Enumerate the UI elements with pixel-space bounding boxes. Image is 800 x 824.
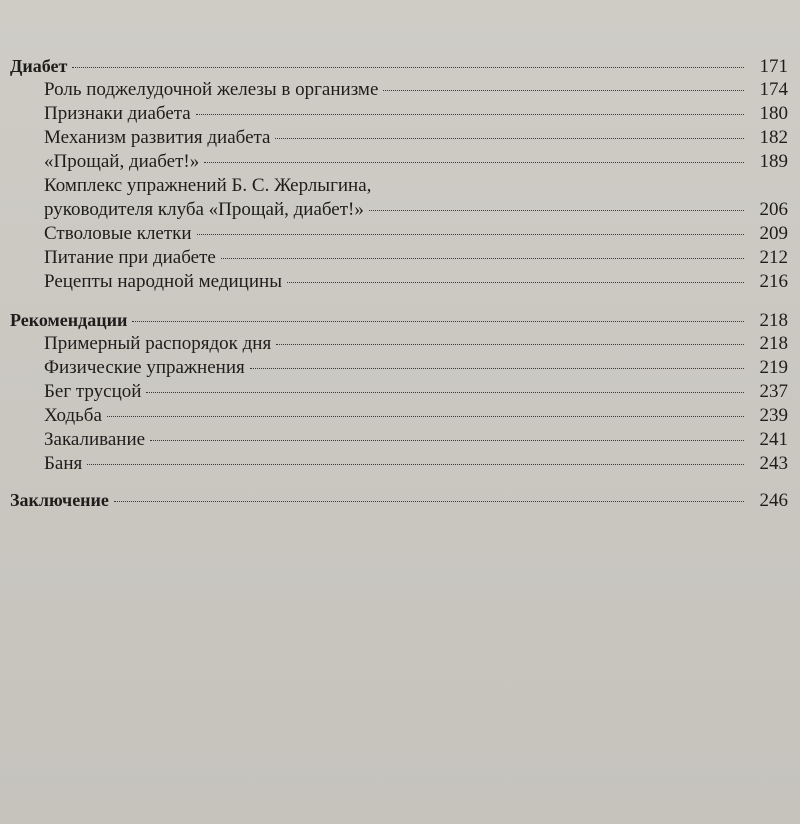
toc-page-number: 218 bbox=[759, 310, 788, 331]
toc-entry bbox=[0, 150, 800, 174]
toc-entry-title: Рецепты народной медицины bbox=[44, 271, 282, 292]
toc-entry-title: Баня bbox=[44, 453, 83, 474]
toc-entry-title: Закаливание bbox=[44, 429, 146, 450]
dot-leader bbox=[87, 464, 744, 465]
toc-page-number: 241 bbox=[759, 429, 788, 450]
toc-entry-title: Признаки диабета bbox=[44, 103, 191, 124]
toc-entry bbox=[0, 332, 800, 356]
dot-leader bbox=[275, 138, 744, 139]
toc-page-number: 171 bbox=[759, 56, 788, 77]
toc-entry-title: Примерный распорядок дня bbox=[44, 333, 272, 354]
toc-heading-title: Заключение bbox=[10, 490, 109, 510]
toc-page-number: 182 bbox=[759, 127, 788, 148]
dot-leader bbox=[196, 114, 744, 115]
dot-leader bbox=[197, 234, 744, 235]
toc-entry bbox=[0, 270, 800, 294]
toc-entry-title: Механизм развития диабета bbox=[44, 127, 271, 148]
toc-page-number: 206 bbox=[759, 199, 788, 220]
toc-page-number: 212 bbox=[759, 247, 788, 268]
toc-page-number: 239 bbox=[759, 405, 788, 426]
toc-entry-line-1 bbox=[0, 174, 800, 198]
toc-entry bbox=[0, 380, 800, 404]
dot-leader bbox=[150, 440, 744, 441]
toc-entry-title: Бег трусцой bbox=[44, 381, 142, 402]
toc-entry-title: Питание при диабете bbox=[44, 247, 216, 268]
toc-entry bbox=[0, 404, 800, 428]
dot-leader bbox=[146, 392, 744, 393]
toc-entry bbox=[0, 78, 800, 102]
dot-leader bbox=[107, 416, 744, 417]
toc-page-number: 180 bbox=[759, 103, 788, 124]
toc-heading-title: Диабет bbox=[10, 56, 68, 76]
toc-entry-title: Физические упражнения bbox=[44, 357, 245, 378]
toc-entry bbox=[0, 222, 800, 246]
toc-heading bbox=[0, 308, 800, 332]
toc-page-number: 219 bbox=[759, 357, 788, 378]
toc-entry-title: Стволовые клетки bbox=[44, 223, 192, 244]
table-of-contents bbox=[0, 54, 800, 512]
toc-entry bbox=[0, 198, 800, 222]
toc-section-recommendations bbox=[0, 308, 800, 476]
dot-leader bbox=[114, 501, 744, 502]
toc-page-number: 189 bbox=[759, 151, 788, 172]
toc-page-number: 246 bbox=[759, 490, 788, 511]
toc-entry bbox=[0, 102, 800, 126]
toc-section-conclusion bbox=[0, 488, 800, 512]
toc-page-number: 174 bbox=[759, 79, 788, 100]
dot-leader bbox=[369, 210, 744, 211]
toc-entry-title: Ходьба bbox=[44, 405, 102, 426]
dot-leader bbox=[204, 162, 744, 163]
dot-leader bbox=[72, 67, 744, 68]
toc-page-number: 237 bbox=[759, 381, 788, 402]
dot-leader bbox=[276, 344, 744, 345]
dot-leader bbox=[221, 258, 744, 259]
toc-page-number: 218 bbox=[759, 333, 788, 354]
toc-entry bbox=[0, 356, 800, 380]
dot-leader bbox=[250, 368, 744, 369]
dot-leader bbox=[383, 90, 744, 91]
toc-heading-title: Рекомендации bbox=[10, 310, 128, 330]
toc-entry-title-line-1: Комплекс упражнений Б. С. Жерлыгина, bbox=[44, 175, 372, 196]
toc-page-number: 216 bbox=[759, 271, 788, 292]
toc-entry-title: «Прощай, диабет!» bbox=[44, 151, 200, 172]
toc-heading bbox=[0, 488, 800, 512]
dot-leader bbox=[132, 321, 744, 322]
toc-entry-title: руководителя клуба «Прощай, диабет!» bbox=[44, 199, 364, 220]
toc-page-number: 243 bbox=[759, 453, 788, 474]
toc-entry bbox=[0, 452, 800, 476]
section-spacer bbox=[0, 294, 800, 308]
toc-entry-title: Роль поджелудочной железы в организме bbox=[44, 79, 379, 100]
toc-entry bbox=[0, 428, 800, 452]
toc-entry bbox=[0, 126, 800, 150]
toc-section-diabetes bbox=[0, 54, 800, 294]
toc-entry bbox=[0, 246, 800, 270]
section-spacer bbox=[0, 476, 800, 488]
toc-page-number: 209 bbox=[759, 223, 788, 244]
toc-heading bbox=[0, 54, 800, 78]
dot-leader bbox=[287, 282, 744, 283]
